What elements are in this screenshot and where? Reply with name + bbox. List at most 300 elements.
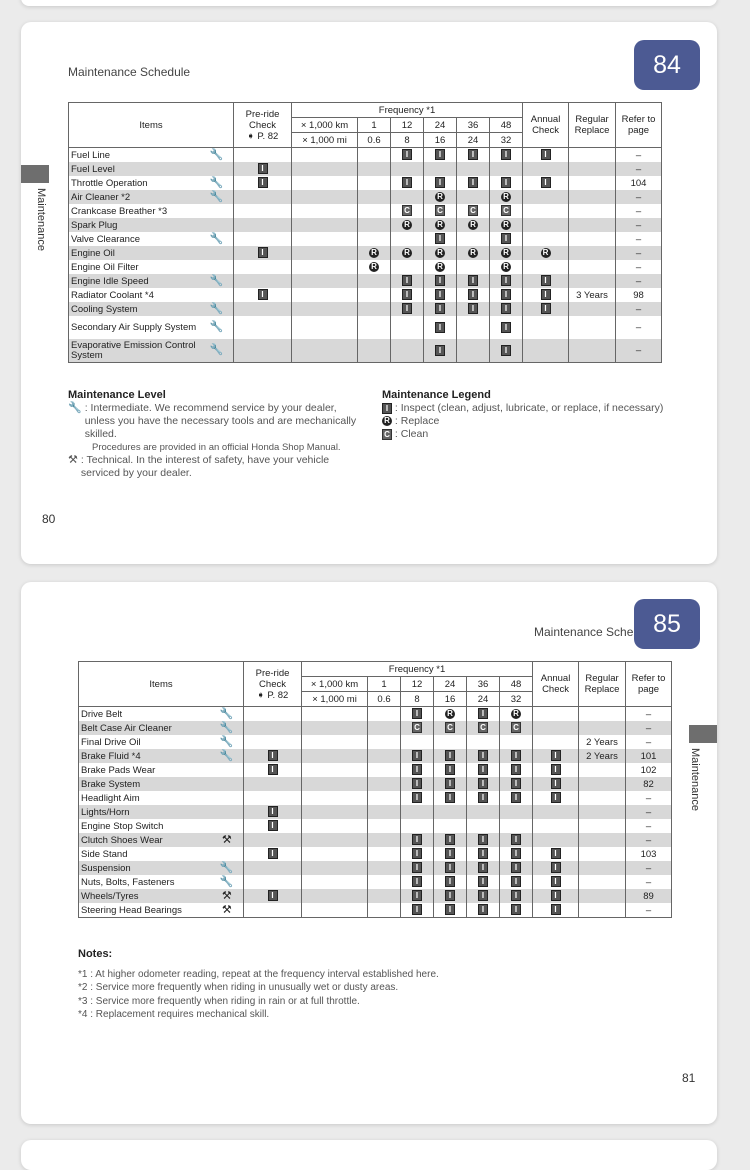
frequency-cell (467, 721, 500, 735)
preride-label: Pre-ride (245, 108, 280, 120)
replace-icon: R (468, 220, 478, 230)
frequency-cell (490, 218, 523, 232)
inspect-icon: I (412, 764, 422, 775)
frequency-cell (368, 749, 401, 763)
table-row (69, 288, 662, 302)
frequency-cell (467, 889, 500, 903)
frequency-cell (424, 204, 457, 218)
frequency-cell (500, 749, 533, 763)
frequency-cell (358, 302, 391, 316)
refer-cell: 82 (626, 777, 672, 791)
inspect-icon: I (435, 149, 445, 160)
inspect-icon: I (511, 834, 521, 845)
wrench-icon: 🔧 (219, 721, 234, 734)
level-cell (211, 847, 244, 861)
item-name: Spark Plug (69, 218, 201, 232)
frequency-cell (368, 889, 401, 903)
inspect-icon: I (551, 750, 561, 761)
unit-spacer-cell (302, 749, 368, 763)
refer-cell: – (626, 805, 672, 819)
level-cell (211, 749, 244, 763)
inspect-icon: I (541, 289, 551, 300)
page-number: 81 (682, 1071, 696, 1085)
frequency-cell (467, 763, 500, 777)
annual-cell (523, 288, 569, 302)
mi-unit: × 1,000 mi (302, 692, 368, 707)
inspect-icon: I (511, 862, 521, 873)
table-row (69, 274, 662, 288)
inspect-icon: I (268, 764, 278, 775)
frequency-cell (401, 777, 434, 791)
frequency-cell (434, 833, 467, 847)
frequency-cell (467, 861, 500, 875)
page-badge: 84 (634, 40, 700, 90)
inspect-icon: I (435, 233, 445, 244)
frequency-cell (424, 232, 457, 246)
preride-cell (244, 749, 302, 763)
note-3: *3 : Service more frequently when riding in rain or at full throttle. (78, 995, 360, 1007)
inspect-icon: I (402, 275, 412, 286)
inspect-icon: I (468, 149, 478, 160)
replace-icon: R (402, 220, 412, 230)
item-name: Secondary Air Supply System (69, 316, 201, 339)
frequency-cell (401, 763, 434, 777)
frequency-cell (490, 246, 523, 260)
frequency-cell (467, 903, 500, 918)
frequency-cell (391, 190, 424, 204)
frequency-cell (457, 274, 490, 288)
regular-cell (579, 861, 626, 875)
level-cell (201, 316, 234, 339)
table-row (69, 246, 662, 260)
wrench-icon: 🔧 (209, 321, 224, 333)
unit-spacer-cell (302, 875, 368, 889)
preride-ref (236, 131, 289, 142)
annual-cell (533, 875, 579, 889)
inspect-icon: I (435, 275, 445, 286)
wrench-icon: 🔧 (209, 302, 224, 315)
wrench-icon: 🔧 (219, 707, 234, 720)
frequency-cell (500, 735, 533, 749)
frequency-cell (500, 763, 533, 777)
level-cell (201, 339, 234, 363)
inspect-icon: I (445, 904, 455, 915)
item-name: Clutch Shoes Wear (79, 833, 211, 847)
unit-spacer-cell (302, 805, 368, 819)
crossed-tools-icon: ⚒ (221, 889, 232, 902)
refer-cell: 102 (626, 763, 672, 777)
regular-cell (569, 316, 616, 339)
replace-icon: R (435, 220, 445, 230)
annual-cell (523, 232, 569, 246)
preride-cell (244, 889, 302, 903)
inspect-icon: I (501, 149, 511, 160)
preride-cell (234, 148, 292, 163)
frequency-cell (368, 707, 401, 722)
inspect-icon: I (445, 848, 455, 859)
annual-cell (523, 218, 569, 232)
frequency-cell (401, 903, 434, 918)
frequency-cell (358, 246, 391, 260)
page-card-80 (21, 0, 717, 6)
frequency-cell (500, 707, 533, 722)
annual-cell (533, 721, 579, 735)
inspect-icon: I (435, 289, 445, 300)
inspect-icon: I (445, 834, 455, 845)
wrench-icon: 🔧 (219, 735, 234, 748)
inspect-icon: I (445, 792, 455, 803)
frequency-cell (434, 777, 467, 791)
frequency-cell (490, 302, 523, 316)
km-value: 24 (424, 118, 457, 133)
inspect-icon: I (445, 890, 455, 901)
refer-cell: – (616, 339, 662, 363)
annual-cell (533, 735, 579, 749)
inspect-icon: I (435, 322, 445, 333)
frequency-cell (434, 805, 467, 819)
frequency-cell (401, 875, 434, 889)
frequency-cell (500, 721, 533, 735)
unit-spacer-cell (302, 819, 368, 833)
unit-spacer-cell (292, 288, 358, 302)
inspect-icon: I (478, 764, 488, 775)
unit-spacer-cell (292, 190, 358, 204)
procedures-text: Procedures are provided in an official Honda Shop Manual. (92, 442, 341, 453)
item-name: Final Drive Oil (79, 735, 211, 749)
regular-cell: 3 Years (569, 288, 616, 302)
inspect-icon: I (382, 403, 392, 414)
frequency-cell (391, 162, 424, 176)
refer-cell: – (616, 302, 662, 316)
mi-value: 8 (391, 133, 424, 148)
page-title: Maintenance Schedule (68, 65, 191, 79)
replace-icon: R (382, 416, 392, 426)
table-row (79, 735, 672, 749)
item-name: Engine Idle Speed (69, 274, 201, 288)
table-row (69, 162, 662, 176)
item-name: Drive Belt (79, 707, 211, 722)
frequency-cell (434, 763, 467, 777)
frequency-cell (434, 721, 467, 735)
level-cell (201, 288, 234, 302)
table-row (69, 316, 662, 339)
side-tab-marker (21, 165, 49, 183)
annual-cell (533, 791, 579, 805)
level-cell (201, 232, 234, 246)
frequency-cell (401, 847, 434, 861)
frequency-cell (358, 316, 391, 339)
inspect-icon: I (468, 177, 478, 188)
table-row (69, 190, 662, 204)
inspect-icon: I (468, 303, 478, 314)
unit-spacer-cell (292, 176, 358, 190)
table-row (79, 903, 672, 918)
annual-label: Check (532, 125, 559, 136)
inspect-icon: I (268, 806, 278, 817)
inspect-icon: I (551, 792, 561, 803)
frequency-cell (457, 339, 490, 363)
refer-cell: – (616, 218, 662, 232)
item-name: Belt Case Air Cleaner (79, 721, 211, 735)
clean-icon: C (412, 722, 422, 733)
frequency-cell (457, 232, 490, 246)
inspect-icon: I (478, 750, 488, 761)
frequency-cell (368, 763, 401, 777)
refer-cell: – (616, 162, 662, 176)
km-unit: × 1,000 km (292, 118, 358, 133)
refer-cell: 104 (616, 176, 662, 190)
annual-cell (523, 190, 569, 204)
item-name: Engine Oil (69, 246, 201, 260)
notes-title: Notes: (78, 948, 113, 960)
annual-cell (523, 260, 569, 274)
table-row (69, 302, 662, 316)
item-name: Engine Stop Switch (79, 819, 211, 833)
km-value: 48 (500, 677, 533, 692)
level-cell (211, 875, 244, 889)
frequency-cell (358, 218, 391, 232)
level-cell (211, 707, 244, 722)
level-cell (211, 791, 244, 805)
inspect-icon: I (501, 322, 511, 333)
inspect-icon: I (258, 289, 268, 300)
frequency-cell (424, 162, 457, 176)
frequency-cell (467, 735, 500, 749)
km-value: 36 (457, 118, 490, 133)
unit-spacer-cell (292, 260, 358, 274)
technical-text: : Technical. In the interest of safety, have your vehicle serviced by your dealer. (80, 454, 330, 479)
frequency-cell (490, 260, 523, 274)
level-cell (201, 260, 234, 274)
reference-arrow-icon: ➧ (246, 130, 258, 142)
inspect-icon: I (268, 750, 278, 761)
clean-icon: C (402, 205, 412, 216)
frequency-cell (401, 749, 434, 763)
inspect-icon: I (412, 904, 422, 915)
frequency-cell (467, 819, 500, 833)
items-header: Items (69, 103, 234, 148)
regular-cell: 2 Years (579, 749, 626, 763)
level-cell (201, 302, 234, 316)
frequency-cell (368, 875, 401, 889)
preride-label: Check (259, 678, 286, 690)
table-row (69, 232, 662, 246)
table-row (79, 791, 672, 805)
inspect-icon: I (402, 289, 412, 300)
preride-cell (244, 791, 302, 805)
annual-cell (533, 749, 579, 763)
inspect-icon: I (478, 890, 488, 901)
regular-cell (569, 162, 616, 176)
regular-header (569, 103, 616, 148)
crossed-tools-icon: ⚒ (68, 454, 78, 466)
frequency-cell (457, 316, 490, 339)
inspect-icon: I (478, 792, 488, 803)
frequency-cell (368, 833, 401, 847)
clean-icon: C (468, 205, 478, 216)
replace-icon: R (402, 248, 412, 258)
frequency-cell (457, 176, 490, 190)
preride-cell (244, 763, 302, 777)
replace-icon: R (445, 709, 455, 719)
frequency-cell (391, 302, 424, 316)
frequency-cell (457, 190, 490, 204)
km-unit: × 1,000 km (302, 677, 368, 692)
inspect-icon: I (478, 904, 488, 915)
crossed-tools-icon: ⚒ (221, 903, 232, 916)
frequency-cell (500, 777, 533, 791)
annual-cell (523, 204, 569, 218)
table-row (79, 861, 672, 875)
annual-cell (533, 861, 579, 875)
regular-cell: 2 Years (579, 735, 626, 749)
item-name: Fuel Line (69, 148, 201, 163)
annual-label: Check (542, 684, 569, 695)
preride-cell (244, 805, 302, 819)
preride-label: Pre-ride (255, 667, 290, 679)
preride-cell (234, 260, 292, 274)
unit-spacer-cell (292, 148, 358, 163)
frequency-cell (391, 274, 424, 288)
item-name: Crankcase Breather *3 (69, 204, 201, 218)
level-cell (211, 903, 244, 918)
refer-cell: – (626, 721, 672, 735)
mi-unit: × 1,000 mi (292, 133, 358, 148)
inspect-icon: I (551, 890, 561, 901)
level-cell (201, 162, 234, 176)
inspect-icon: I (412, 848, 422, 859)
frequency-cell (467, 805, 500, 819)
level-cell (201, 148, 234, 163)
inspect-icon: I (541, 177, 551, 188)
regular-cell (569, 204, 616, 218)
inspect-icon: I (551, 764, 561, 775)
inspect-icon: I (268, 890, 278, 901)
inspect-icon: I (501, 233, 511, 244)
km-value: 1 (368, 677, 401, 692)
item-name: Cooling System (69, 302, 201, 316)
frequency-cell (500, 847, 533, 861)
frequency-cell (368, 861, 401, 875)
side-tab-label: Maintenance (35, 188, 47, 251)
inspect-icon: I (268, 848, 278, 859)
inspect-icon: I (501, 345, 511, 356)
preride-cell (234, 176, 292, 190)
preride-cell (234, 232, 292, 246)
inspect-icon: I (412, 778, 422, 789)
inspect-icon: I (551, 848, 561, 859)
refer-cell: – (626, 819, 672, 833)
wrench-icon: 🔧 (219, 749, 234, 762)
preride-ref-page: P. 82 (267, 689, 289, 701)
inspect-icon: I (511, 848, 521, 859)
refer-cell: – (616, 232, 662, 246)
preride-cell (244, 847, 302, 861)
item-name: Evaporative Emission Control System (69, 339, 201, 363)
refer-cell: – (626, 875, 672, 889)
preride-cell (234, 218, 292, 232)
inspect-text: : Inspect (clean, adjust, lubricate, or replace, if necessary) (394, 402, 664, 414)
frequency-cell (368, 777, 401, 791)
wrench-icon: 🔧 (209, 344, 224, 356)
inspect-icon: I (412, 890, 422, 901)
frequency-cell (391, 176, 424, 190)
unit-spacer-cell (292, 246, 358, 260)
frequency-cell (401, 889, 434, 903)
frequency-cell (457, 260, 490, 274)
inspect-icon: I (445, 862, 455, 873)
clean-icon: C (445, 722, 455, 733)
preride-cell (244, 735, 302, 749)
frequency-cell (424, 218, 457, 232)
mi-value: 32 (500, 692, 533, 707)
inspect-icon: I (501, 289, 511, 300)
refer-cell: 98 (616, 288, 662, 302)
frequency-cell (391, 204, 424, 218)
preride-cell (244, 833, 302, 847)
inspect-icon: I (541, 275, 551, 286)
table-row (79, 721, 672, 735)
frequency-cell (401, 805, 434, 819)
frequency-cell (358, 339, 391, 363)
preride-ref-page: P. 82 (257, 130, 279, 142)
regular-cell (579, 805, 626, 819)
item-name: Side Stand (79, 847, 211, 861)
item-name: Brake Fluid *4 (79, 749, 211, 763)
unit-spacer-cell (302, 889, 368, 903)
unit-spacer-cell (292, 218, 358, 232)
annual-cell (533, 847, 579, 861)
frequency-cell (391, 246, 424, 260)
wrench-icon: 🔧 (209, 274, 224, 287)
unit-spacer-cell (302, 777, 368, 791)
unit-spacer-cell (302, 791, 368, 805)
side-tab-label: Maintenance (689, 748, 701, 811)
annual-label: Annual (540, 673, 571, 684)
replace-icon: R (501, 248, 511, 258)
inspect-icon: I (268, 820, 278, 831)
maintenance-table (78, 661, 672, 918)
regular-cell (569, 176, 616, 190)
refer-cell: 89 (626, 889, 672, 903)
frequency-cell (457, 302, 490, 316)
refer-cell: 103 (626, 847, 672, 861)
crossed-tools-icon: ⚒ (221, 833, 232, 846)
refer-cell: – (626, 861, 672, 875)
frequency-cell (467, 749, 500, 763)
frequency-cell (391, 339, 424, 363)
replace-icon: R (541, 248, 551, 258)
items-header: Items (79, 662, 244, 707)
inspect-icon: I (445, 764, 455, 775)
unit-spacer-cell (292, 274, 358, 288)
frequency-cell (424, 260, 457, 274)
frequency-cell (401, 861, 434, 875)
preride-header (234, 103, 292, 148)
frequency-cell (457, 218, 490, 232)
regular-cell (569, 232, 616, 246)
note-1: *1 : At higher odometer reading, repeat at the frequency interval established here. (78, 968, 439, 980)
table-row (69, 204, 662, 218)
frequency-cell (500, 833, 533, 847)
clean-icon: C (435, 205, 445, 216)
refer-cell: – (616, 190, 662, 204)
inspect-icon: I (445, 750, 455, 761)
clean-text: : Clean (394, 428, 429, 440)
refer-label: page (627, 125, 650, 136)
inspect-icon: I (551, 904, 561, 915)
frequency-cell (401, 819, 434, 833)
